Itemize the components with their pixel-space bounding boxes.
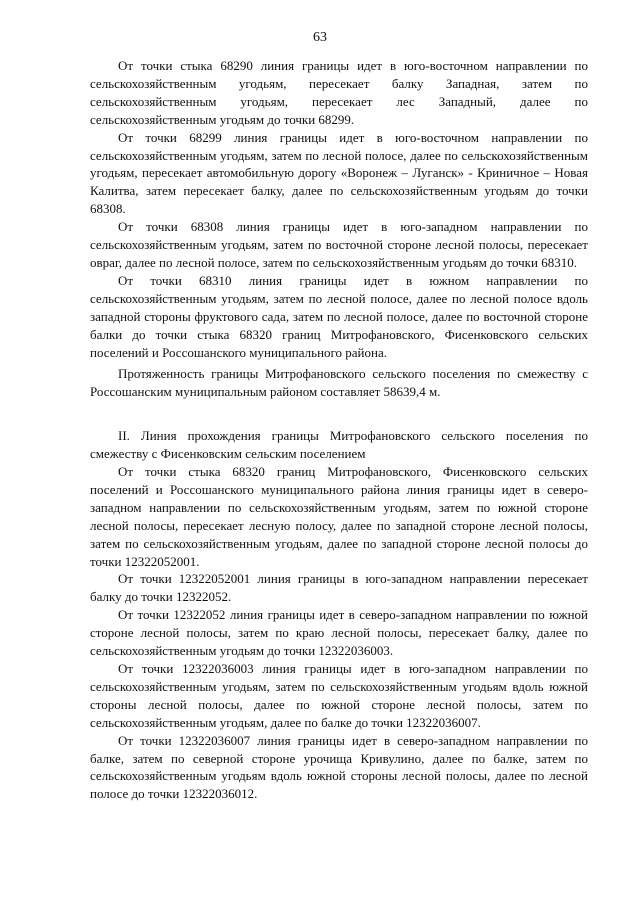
paragraph-boundary-length: Протяженность границы Митрофановского сельского поселения по смежеству с Россошанским муниципальным районом составляет 58639,4 м. <box>90 366 588 400</box>
paragraph-point-12322052001: От точки 12322052001 линия границы в юго-западном направлении пересекает балку до точки 12322052. <box>90 571 588 605</box>
paragraph-point-12322052: От точки 12322052 линия границы идет в северо-западном направлении по южной стороне лесной полосы, затем по краю лесной полосы, пересекает балку, далее по сельскохозяйственным угодьям до точки 12322036003. <box>90 607 588 659</box>
paragraph-point-68310: От точки 68310 линия границы идет в южном направлении по сельскохозяйственным угодьям, затем по лесной полосе, далее по лесной полосе вдоль западной стороны фруктового сада, затем по лесной полосе, далее по восточной стороне балки до точки стыка 68320 границ Митрофановского, Фисенковского сельских поселений и Россошанского муниципального района. <box>90 272 588 360</box>
paragraph-point-68299: От точки 68299 линия границы идет в юго-восточном направлении по сельскохозяйственным угодьям, затем по лесной полосе, далее по сельскохозяйственным угодьям, пересекает автомобильную дорогу «Воронеж – Луганск» - Криничное – Новая Калитва, затем пересекает балку, далее по сельскохозяйственным угодьям до точки 68308. <box>90 129 588 217</box>
paragraph-point-12322036007: От точки 12322036007 линия границы идет в северо-западном направлении по балке, затем по северной стороне урочища Кривулино, далее по балке, затем по сельскохозяйственным угодьям вдоль южной стороны лесной полосы, далее по лесной полосе до точки 12322036012. <box>90 732 588 802</box>
paragraph-point-68320: От точки стыка 68320 границ Митрофановского, Фисенковского сельских поселений и Россошанского муниципального района линия границы идет в северо-западном направлении по сельскохозяйственным угодьям, затем по южной стороне лесной полосы, пересекает лесную полосу, далее по западной стороне лесной полосы, затем по сельскохозяйственным угодьям, далее по западной стороне лесной полосы до точки 12322052001. <box>90 464 588 569</box>
section-spacer <box>90 401 588 427</box>
document-body <box>90 57 588 803</box>
paragraph-point-12322036003: От точки 12322036003 линия границы идет в юго-западном направлении по сельскохозяйственным угодьям, затем по сельскохозяйственным угодьям вдоль южной стороны лесной полосы, далее по южной стороне лесной полосы, затем по сельскохозяйственным угодьям, далее по балке до точки 12322036007. <box>90 661 588 730</box>
paragraph-point-68308: От точки 68308 линия границы идет в юго-западном направлении по сельскохозяйственным угодьям, затем по восточной стороне лесной полосы, пересекает овраг, далее по лесной полосе, затем по сельскохозяйственным угодьям до точки 68310. <box>90 219 588 270</box>
section-heading-ii: II. Линия прохождения границы Митрофановского сельского поселения по смежеству с Фисенковским сельским поселением <box>90 428 588 462</box>
page-number: 63 <box>313 30 327 45</box>
paragraph-point-68290: От точки стыка 68290 линия границы идет в юго-восточном направлении по сельскохозяйственным угодьям, пересекает балку Западная, затем по сельскохозяйственным угодьям, пересекает лес Западный, далее по сельскохозяйственным угодьям до точки 68299. <box>90 58 588 127</box>
